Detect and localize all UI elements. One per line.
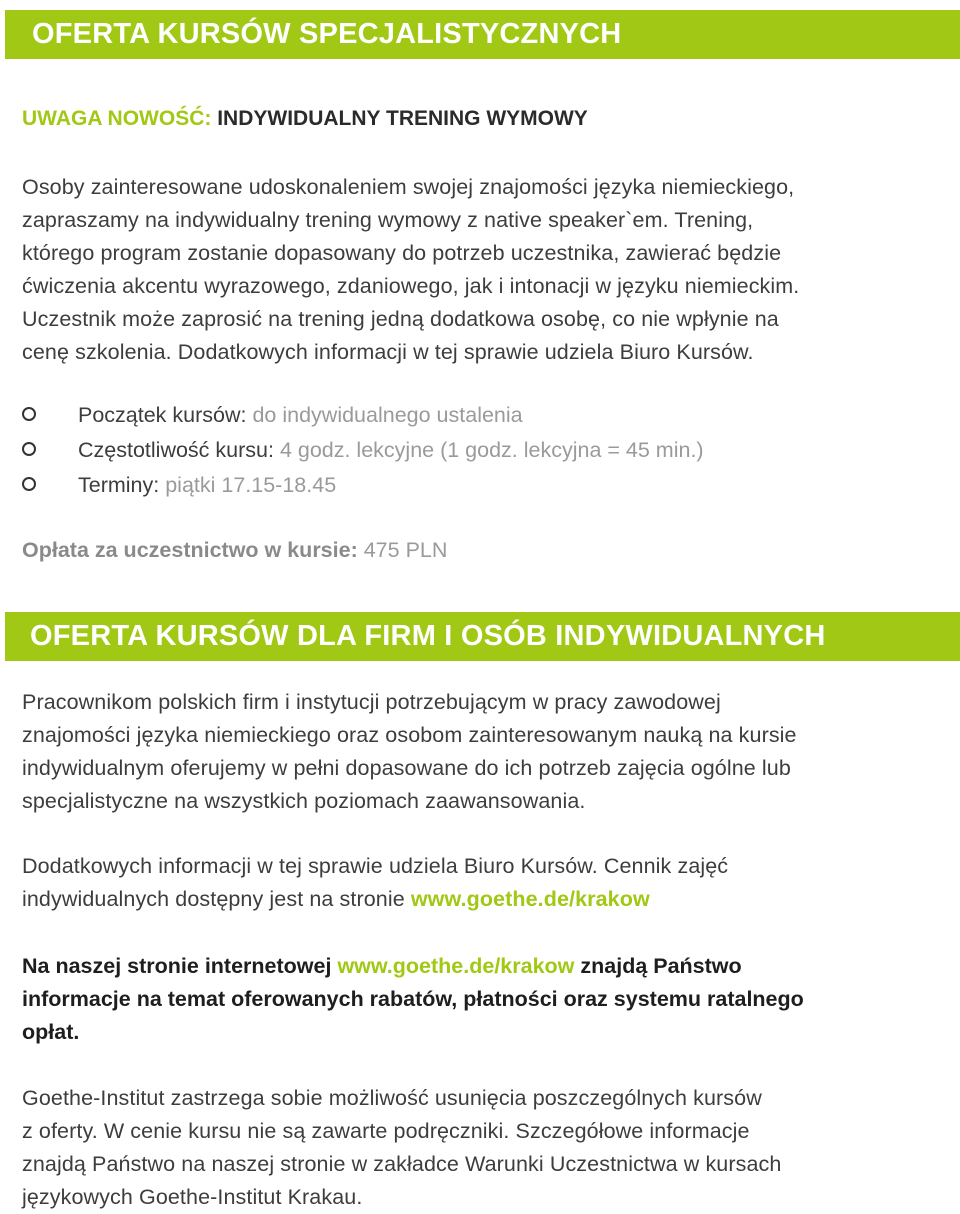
discounts-notice [22, 950, 947, 1049]
text-line: którego program zostanie dopasowany do potrzeb uczestnika, zawierać będzie [22, 241, 782, 265]
detail-value: do indywidualnego ustalenia [252, 403, 523, 427]
section-header-specialist-courses: OFERTA KURSÓW SPECJALISTYCZNYCH [5, 10, 960, 59]
detail-label: Częstotliwość kursu: [78, 438, 274, 462]
company-offer-paragraph [22, 686, 947, 818]
course-details-list [22, 398, 704, 503]
terms-footer-paragraph [22, 1082, 947, 1214]
text-line: z oferty. W cenie kursu nie są zawarte podręczniki. Szczegółowe informacje [22, 1119, 750, 1143]
list-item-frequency [22, 433, 704, 468]
text-line [22, 883, 947, 916]
list-item-schedule [22, 468, 704, 503]
detail-label: Terminy: [78, 473, 160, 497]
section-header-company-courses: OFERTA KURSÓW DLA FIRM I OSÓB INDYWIDUALNYCH [5, 612, 960, 661]
text-line: znajdą Państwo na naszej stronie w zakładce Warunki Uczestnictwa w kursach [22, 1152, 782, 1176]
pronunciation-description [22, 171, 947, 369]
circle-bullet-icon [22, 477, 36, 491]
text-line: specjalistyczne na wszystkich poziomach zaawansowania. [22, 789, 586, 813]
news-prefix: UWAGA NOWOŚĆ: [22, 107, 212, 130]
text-line: znajomości języka niemieckiego oraz osobom zainteresowanym nauką na kursie [22, 723, 797, 747]
news-title: INDYWIDUALNY TRENING WYMOWY [217, 107, 588, 130]
website-link[interactable]: www.goethe.de/krakow [337, 954, 575, 978]
notice-prefix: Na naszej stronie internetowej [22, 954, 332, 978]
detail-value: 4 godz. lekcyjne (1 godz. lekcyjna = 45 min.) [279, 438, 704, 462]
website-link[interactable]: www.goethe.de/krakow [410, 887, 650, 911]
fee-amount: 475 PLN [363, 538, 448, 562]
text-line: indywidualnym oferujemy w pełni dopasowane do ich potrzeb zajęcia ogólne lub [22, 756, 791, 780]
circle-bullet-icon [22, 407, 36, 421]
pricing-info-paragraph [22, 850, 947, 916]
text-line: Uczestnik może zaprosić na trening jedną dodatkowa osobę, co nie wpłynie na [22, 307, 779, 331]
pricing-text: indywidualnych dostępny jest na stronie [22, 887, 405, 911]
text-line: opłat. [22, 1020, 80, 1044]
text-line: Dodatkowych informacji w tej sprawie udziela Biuro Kursów. Cennik zajęć [22, 854, 729, 878]
text-line: zapraszamy na indywidualny trening wymowy z native speaker`em. Trening, [22, 208, 754, 232]
news-heading [22, 104, 947, 134]
text-line: Goethe-Institut zastrzega sobie możliwość usunięcia poszczególnych kursów [22, 1086, 762, 1110]
detail-value: piątki 17.15-18.45 [165, 473, 337, 497]
text-line: cenę szkolenia. Dodatkowych informacji w tej sprawie udziela Biuro Kursów. [22, 340, 754, 364]
text-line [22, 950, 947, 983]
list-item-start [22, 398, 704, 433]
text-line: informacje na temat oferowanych rabatów, płatności oraz systemu ratalnego [22, 987, 804, 1011]
fee-label: Opłata za uczestnictwo w kursie: [22, 538, 358, 562]
text-line: Pracownikom polskich firm i instytucji potrzebującym w pracy zawodowej [22, 690, 721, 714]
detail-label: Początek kursów: [78, 403, 247, 427]
circle-bullet-icon [22, 442, 36, 456]
notice-suffix: znajdą Państwo [580, 954, 742, 978]
text-line: ćwiczenia akcentu wyrazowego, zdaniowego, jak i intonacji w języku niemieckim. [22, 274, 800, 298]
text-line: Osoby zainteresowane udoskonaleniem swojej znajomości języka niemieckiego, [22, 175, 795, 199]
text-line: językowych Goethe-Institut Krakau. [22, 1185, 363, 1209]
participation-fee [22, 534, 947, 567]
